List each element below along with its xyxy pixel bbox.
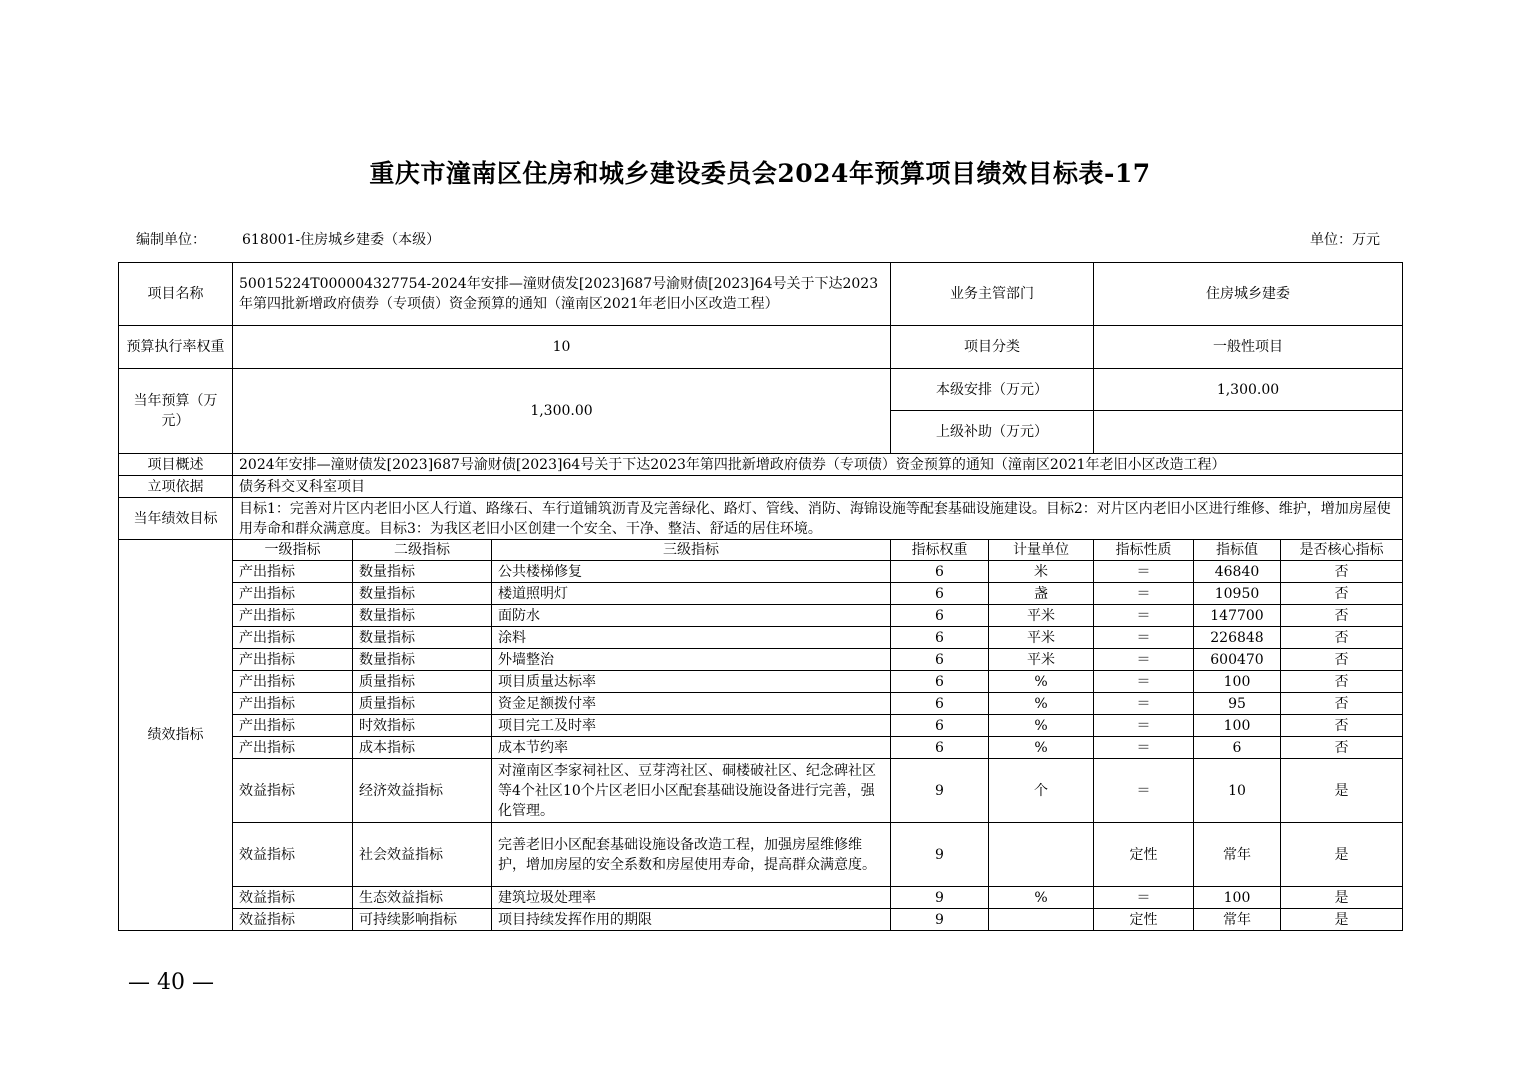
indicator-unit: 平米 [989,627,1094,649]
basis-value: 债务科交叉科室项目 [233,476,1403,498]
indicator-value: 226848 [1194,627,1281,649]
indicator-row [119,909,1403,931]
indicator-level1: 产出指标 [233,671,353,693]
budget-label: 当年预算（万元） [119,369,233,454]
indicator-unit: 米 [989,561,1094,583]
indicator-row [119,671,1403,693]
indicator-nature: ＝ [1094,693,1194,715]
indicator-level1: 产出指标 [233,561,353,583]
indicator-level3: 涂料 [492,627,891,649]
basis-row [119,476,1403,498]
indicator-level1: 产出指标 [233,737,353,759]
indicator-value: 46840 [1194,561,1281,583]
header-core: 是否核心指标 [1281,540,1403,561]
header-unit: 计量单位 [989,540,1094,561]
indicator-unit [989,823,1094,887]
indicator-level2: 数量指标 [353,627,492,649]
indicator-value: 常年 [1194,823,1281,887]
indicator-core: 否 [1281,671,1403,693]
budget-row [119,369,1403,411]
indicator-row [119,605,1403,627]
indicator-weight: 6 [891,627,989,649]
indicator-weight: 6 [891,649,989,671]
indicator-nature: ＝ [1094,605,1194,627]
indicator-level2: 数量指标 [353,649,492,671]
indicator-unit: % [989,671,1094,693]
indicator-nature: ＝ [1094,671,1194,693]
indicator-core: 是 [1281,909,1403,931]
indicator-value: 常年 [1194,909,1281,931]
indicator-level1: 产出指标 [233,693,353,715]
indicator-unit: % [989,887,1094,909]
indicator-core: 否 [1281,715,1403,737]
indicator-weight: 9 [891,909,989,931]
indicator-value: 100 [1194,671,1281,693]
indicator-level1: 效益指标 [233,909,353,931]
indicator-nature: 定性 [1094,823,1194,887]
indicator-row [119,693,1403,715]
indicator-level2: 数量指标 [353,561,492,583]
header-level1: 一级指标 [233,540,353,561]
indicator-core: 否 [1281,605,1403,627]
indicator-level3: 楼道照明灯 [492,583,891,605]
indicator-value: 100 [1194,887,1281,909]
indicator-unit [989,909,1094,931]
indicator-nature: ＝ [1094,759,1194,823]
indicator-weight: 9 [891,823,989,887]
project-name-label: 项目名称 [119,263,233,326]
indicator-core: 否 [1281,649,1403,671]
goal-label: 当年绩效目标 [119,498,233,540]
indicator-row [119,583,1403,605]
indicator-unit: % [989,693,1094,715]
budget-value: 1,300.00 [233,369,891,454]
indicator-core: 否 [1281,561,1403,583]
overview-row [119,454,1403,476]
indicator-nature: ＝ [1094,649,1194,671]
indicator-level2: 生态效益指标 [353,887,492,909]
page-number: — 40 — [128,970,214,995]
indicator-nature: ＝ [1094,561,1194,583]
local-label: 本级安排（万元） [891,369,1094,411]
page-title: 重庆市潼南区住房和城乡建设委员会2024年预算项目绩效目标表-17 [369,159,1151,188]
indicator-level1: 产出指标 [233,605,353,627]
dept-label: 业务主管部门 [891,263,1094,326]
currency-unit: 单位：万元 [1310,232,1380,248]
indicator-nature: ＝ [1094,887,1194,909]
indicator-row [119,759,1403,823]
indicator-level3: 面防水 [492,605,891,627]
header-value: 指标值 [1194,540,1281,561]
indicator-level1: 产出指标 [233,649,353,671]
indicator-nature: ＝ [1094,737,1194,759]
basis-label: 立项依据 [119,476,233,498]
indicator-weight: 9 [891,887,989,909]
local-value: 1,300.00 [1094,369,1403,411]
indicator-level3: 项目持续发挥作用的期限 [492,909,891,931]
indicator-value: 95 [1194,693,1281,715]
indicator-level2: 质量指标 [353,671,492,693]
indicator-level2: 社会效益指标 [353,823,492,887]
indicator-weight: 9 [891,759,989,823]
indicator-core: 是 [1281,823,1403,887]
indicator-row [119,823,1403,887]
goal-row [119,498,1403,540]
project-name-row [119,263,1403,326]
indicator-value: 10950 [1194,583,1281,605]
upper-value [1094,411,1403,454]
indicator-level2: 时效指标 [353,715,492,737]
indicator-unit: 盏 [989,583,1094,605]
indicator-value: 600470 [1194,649,1281,671]
indicator-unit: 平米 [989,649,1094,671]
compile-unit-label: 编制单位： [136,232,206,248]
indicator-unit: 平米 [989,605,1094,627]
indicator-weight: 6 [891,583,989,605]
indicator-level3: 成本节约率 [492,737,891,759]
overview-value: 2024年安排—潼财债发[2023]687号渝财债[2023]64号关于下达2023年第四批新增政府债券（专项债）资金预算的通知（潼南区2021年老旧小区改造工程） [233,454,1403,476]
indicator-level1: 产出指标 [233,715,353,737]
indicator-level1: 产出指标 [233,627,353,649]
indicator-weight: 6 [891,715,989,737]
perf-label: 绩效指标 [119,540,233,931]
weight-label: 预算执行率权重 [119,326,233,369]
indicator-level2: 数量指标 [353,605,492,627]
indicator-level3: 公共楼梯修复 [492,561,891,583]
goal-value: 目标1：完善对片区内老旧小区人行道、路缘石、车行道铺筑沥青及完善绿化、路灯、管线、消防、海锦设施等配套基础设施建设。目标2：对片区内老旧小区进行维修、维护，增加房屋使用寿命和群众满意度。目标3：为我区老旧小区创建一个安全、干净、整洁、舒适的居住环境。 [233,498,1403,540]
indicator-core: 否 [1281,627,1403,649]
indicator-level3: 项目质量达标率 [492,671,891,693]
indicator-level3: 建筑垃圾处理率 [492,887,891,909]
indicator-weight: 6 [891,605,989,627]
indicator-weight: 6 [891,737,989,759]
indicator-core: 是 [1281,887,1403,909]
header-level2: 二级指标 [353,540,492,561]
category-label: 项目分类 [891,326,1094,369]
indicator-level1: 效益指标 [233,887,353,909]
indicator-level3: 对潼南区李家祠社区、豆芽湾社区、硐楼破社区、纪念碑社区等4个社区10个片区老旧小区配套基础设施设备进行完善，强化管理。 [492,759,891,823]
indicator-level1: 产出指标 [233,583,353,605]
weight-value: 10 [233,326,891,369]
indicator-row [119,561,1403,583]
indicator-level3: 资金足额拨付率 [492,693,891,715]
indicator-core: 否 [1281,583,1403,605]
indicator-level1: 效益指标 [233,759,353,823]
project-name-value: 50015224T000004327754-2024年安排—潼财债发[2023]687号渝财债[2023]64号关于下达2023年第四批新增政府债券（专项债）资金预算的通知（潼南区2021年老旧小区改造工程） [233,263,891,326]
indicator-unit: 个 [989,759,1094,823]
indicator-row [119,737,1403,759]
indicator-level2: 数量指标 [353,583,492,605]
indicator-value: 6 [1194,737,1281,759]
category-value: 一般性项目 [1094,326,1403,369]
overview-label: 项目概述 [119,454,233,476]
indicator-level2: 成本指标 [353,737,492,759]
indicator-unit: % [989,715,1094,737]
indicator-core: 否 [1281,693,1403,715]
compile-unit-value: 618001-住房城乡建委（本级） [242,232,441,248]
indicator-level2: 可持续影响指标 [353,909,492,931]
indicator-weight: 6 [891,671,989,693]
indicator-value: 100 [1194,715,1281,737]
indicator-header-row [119,540,1403,561]
indicator-nature: ＝ [1094,715,1194,737]
indicator-level3: 外墙整治 [492,649,891,671]
header-level3: 三级指标 [492,540,891,561]
indicator-value: 147700 [1194,605,1281,627]
dept-value: 住房城乡建委 [1094,263,1403,326]
indicator-level2: 经济效益指标 [353,759,492,823]
upper-label: 上级补助（万元） [891,411,1094,454]
indicator-row [119,715,1403,737]
indicator-level1: 效益指标 [233,823,353,887]
indicator-level3: 项目完工及时率 [492,715,891,737]
performance-target-table [118,262,1403,931]
indicator-nature: ＝ [1094,627,1194,649]
indicator-level2: 质量指标 [353,693,492,715]
indicator-row [119,649,1403,671]
weight-row [119,326,1403,369]
indicator-unit: % [989,737,1094,759]
indicator-level3: 完善老旧小区配套基础设施设备改造工程，加强房屋维修维护，增加房屋的安全系数和房屋使用寿命，提高群众满意度。 [492,823,891,887]
indicator-nature: 定性 [1094,909,1194,931]
header-weight: 指标权重 [891,540,989,561]
indicator-row [119,887,1403,909]
indicator-row [119,627,1403,649]
indicator-core: 是 [1281,759,1403,823]
header-nature: 指标性质 [1094,540,1194,561]
indicator-weight: 6 [891,693,989,715]
indicator-value: 10 [1194,759,1281,823]
indicator-core: 否 [1281,737,1403,759]
indicator-weight: 6 [891,561,989,583]
indicator-nature: ＝ [1094,583,1194,605]
